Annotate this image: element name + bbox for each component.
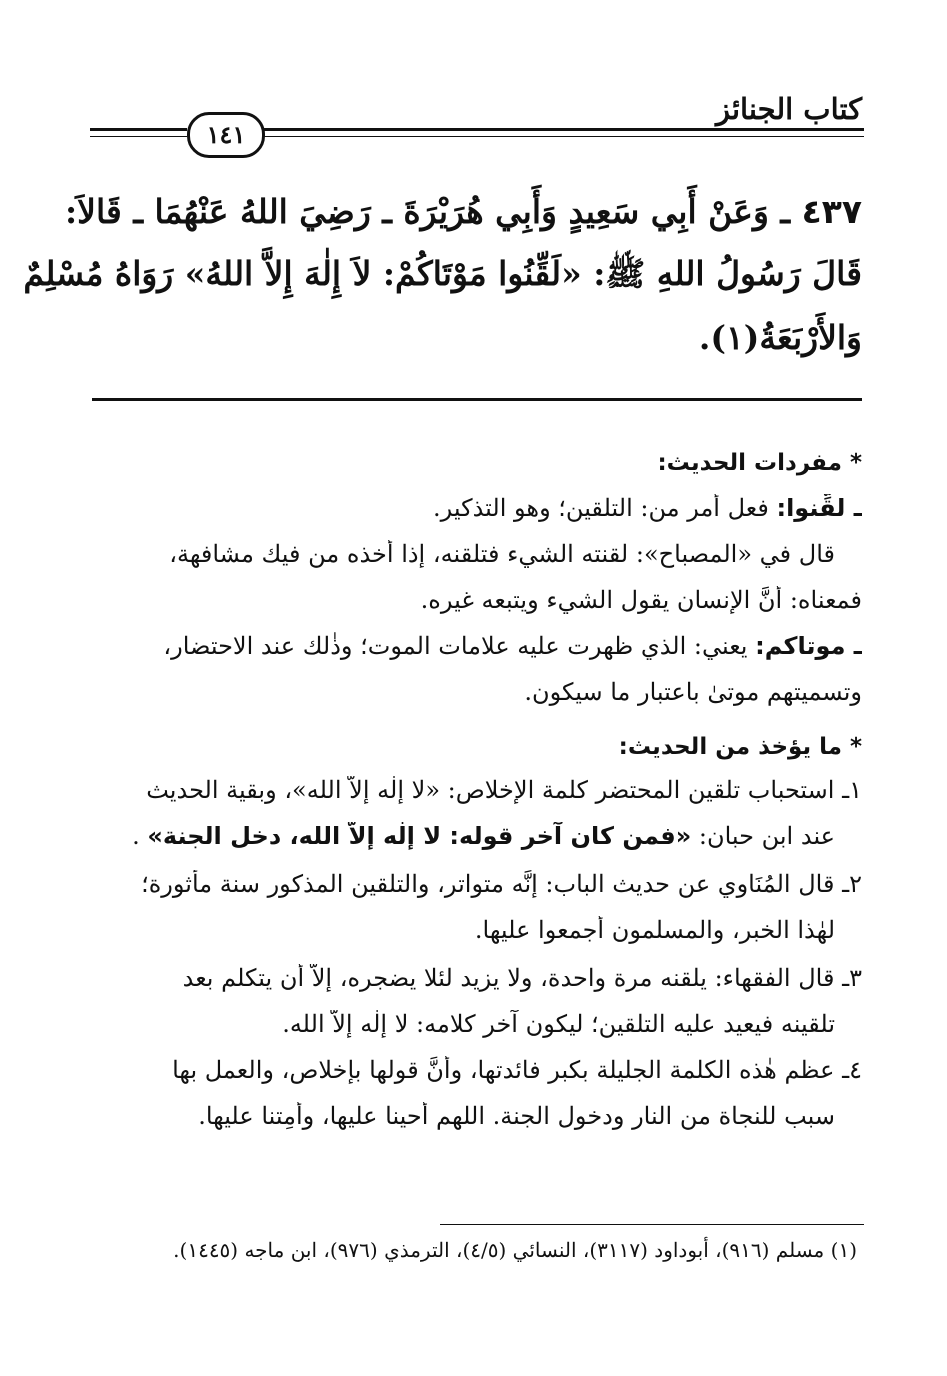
vocab-def-1: فعل أمر من: التلقين؛ وهو التذكير.: [433, 494, 769, 522]
lesson-1-quote: «فمن كان آخر قوله: لا إلٰه إلاَّ الله، دخل الجنة»: [147, 822, 692, 850]
hadith-line-3: وَالأَرْبَعَةُ(١).: [698, 318, 862, 357]
footnote: (١) مسلم (٩١٦)، أبوداود (٣١١٧)، النسائي (٤/٥)، الترمذي (٩٧٦)، ابن ماجه (١٤٤٥).: [173, 1238, 857, 1262]
vocab-item-1: [92, 494, 862, 522]
section-separator: [92, 398, 862, 401]
lesson-3-line-1: ٣ـ قال الفقهاء: يلقنه مرة واحدة، ولا يزيد لئلا يضجره، إلاَّ أن يتكلم بعد: [182, 964, 862, 992]
lesson-2-line-2: لهٰذا الخبر، والمسلمون أجمعوا عليها.: [474, 916, 835, 944]
lesson-1-line-2: [95, 822, 835, 850]
header-rule-right-thin: [262, 136, 864, 137]
header-rule-right: [262, 128, 864, 131]
vocab-item-1-cont-2: فمعناه: أنَّ الإنسان يقول الشيء ويتبعه غيره.: [420, 586, 862, 614]
lessons-heading: * ما يؤخذ من الحديث:: [618, 734, 862, 760]
vocab-term-1: ـ لقِّنوا:: [776, 494, 862, 522]
vocab-item-2: [92, 632, 862, 660]
vocab-item-2-cont: وتسميتهم موتىٰ باعتبار ما سيكون.: [524, 678, 862, 706]
header-rule-left-thin: [90, 136, 187, 137]
lesson-1-suffix: .: [132, 822, 140, 850]
lesson-4-line-2: سبب للنجاة من النار ودخول الجنة. اللهم أحينا عليها، وأمِتنا عليها.: [198, 1102, 835, 1130]
lesson-3-line-2: تلقينه فيعيد عليه التلقين؛ ليكون آخر كلامه: لا إلٰه إلاَّ الله.: [282, 1010, 835, 1038]
lesson-1-line-1: ١ـ استحباب تلقين المحتضر كلمة الإخلاص: «لا إلٰه إلاَّ الله»، وبقية الحديث: [146, 776, 862, 804]
hadith-number: ٤٣٧: [801, 192, 862, 231]
hadith-line-2: قَالَ رَسُولُ اللهِ ﷺ: «لَقِّنُوا مَوْتَاكُمْ: لاَ إِلٰهَ إِلاَّ اللهُ» رَوَاهُ مُسْلِمٌ: [23, 254, 862, 293]
vocab-term-2: ـ موتاكم:: [755, 632, 862, 660]
footnote-rule: [440, 1224, 864, 1225]
header-title: كتاب الجنائز: [715, 92, 862, 126]
lesson-1-prefix: عند ابن حبان:: [691, 822, 835, 850]
hadith-line-1: [65, 192, 862, 231]
page-number: ١٤١: [187, 112, 265, 158]
vocab-heading: * مفردات الحديث:: [657, 450, 862, 476]
lesson-2-line-1: ٢ـ قال المُنَاوي عن حديث الباب: إنَّه متواتر، والتلقين المذكور سنة مأثورة؛: [141, 870, 862, 898]
lesson-4-line-1: ٤ـ عظم هٰذه الكلمة الجليلة بكبر فائدتها، وأنَّ قولها بإخلاص، والعمل بها: [172, 1056, 862, 1084]
hadith-text-1: ـ وَعَنْ أَبِي سَعِيدٍ وَأَبِي هُرَيْرَةَ ـ رَضِيَ اللهُ عَنْهُمَا ـ قَالاَ:: [65, 192, 791, 231]
header-rule-left: [90, 128, 187, 131]
vocab-item-1-cont-1: قال في «المصباح»: لقنته الشيء فتلقنه، إذا أخذه من فيك مشافهة،: [169, 540, 835, 568]
vocab-def-2: يعني: الذي ظهرت عليه علامات الموت؛ وذٰلك عند الاحتضار،: [163, 632, 748, 660]
